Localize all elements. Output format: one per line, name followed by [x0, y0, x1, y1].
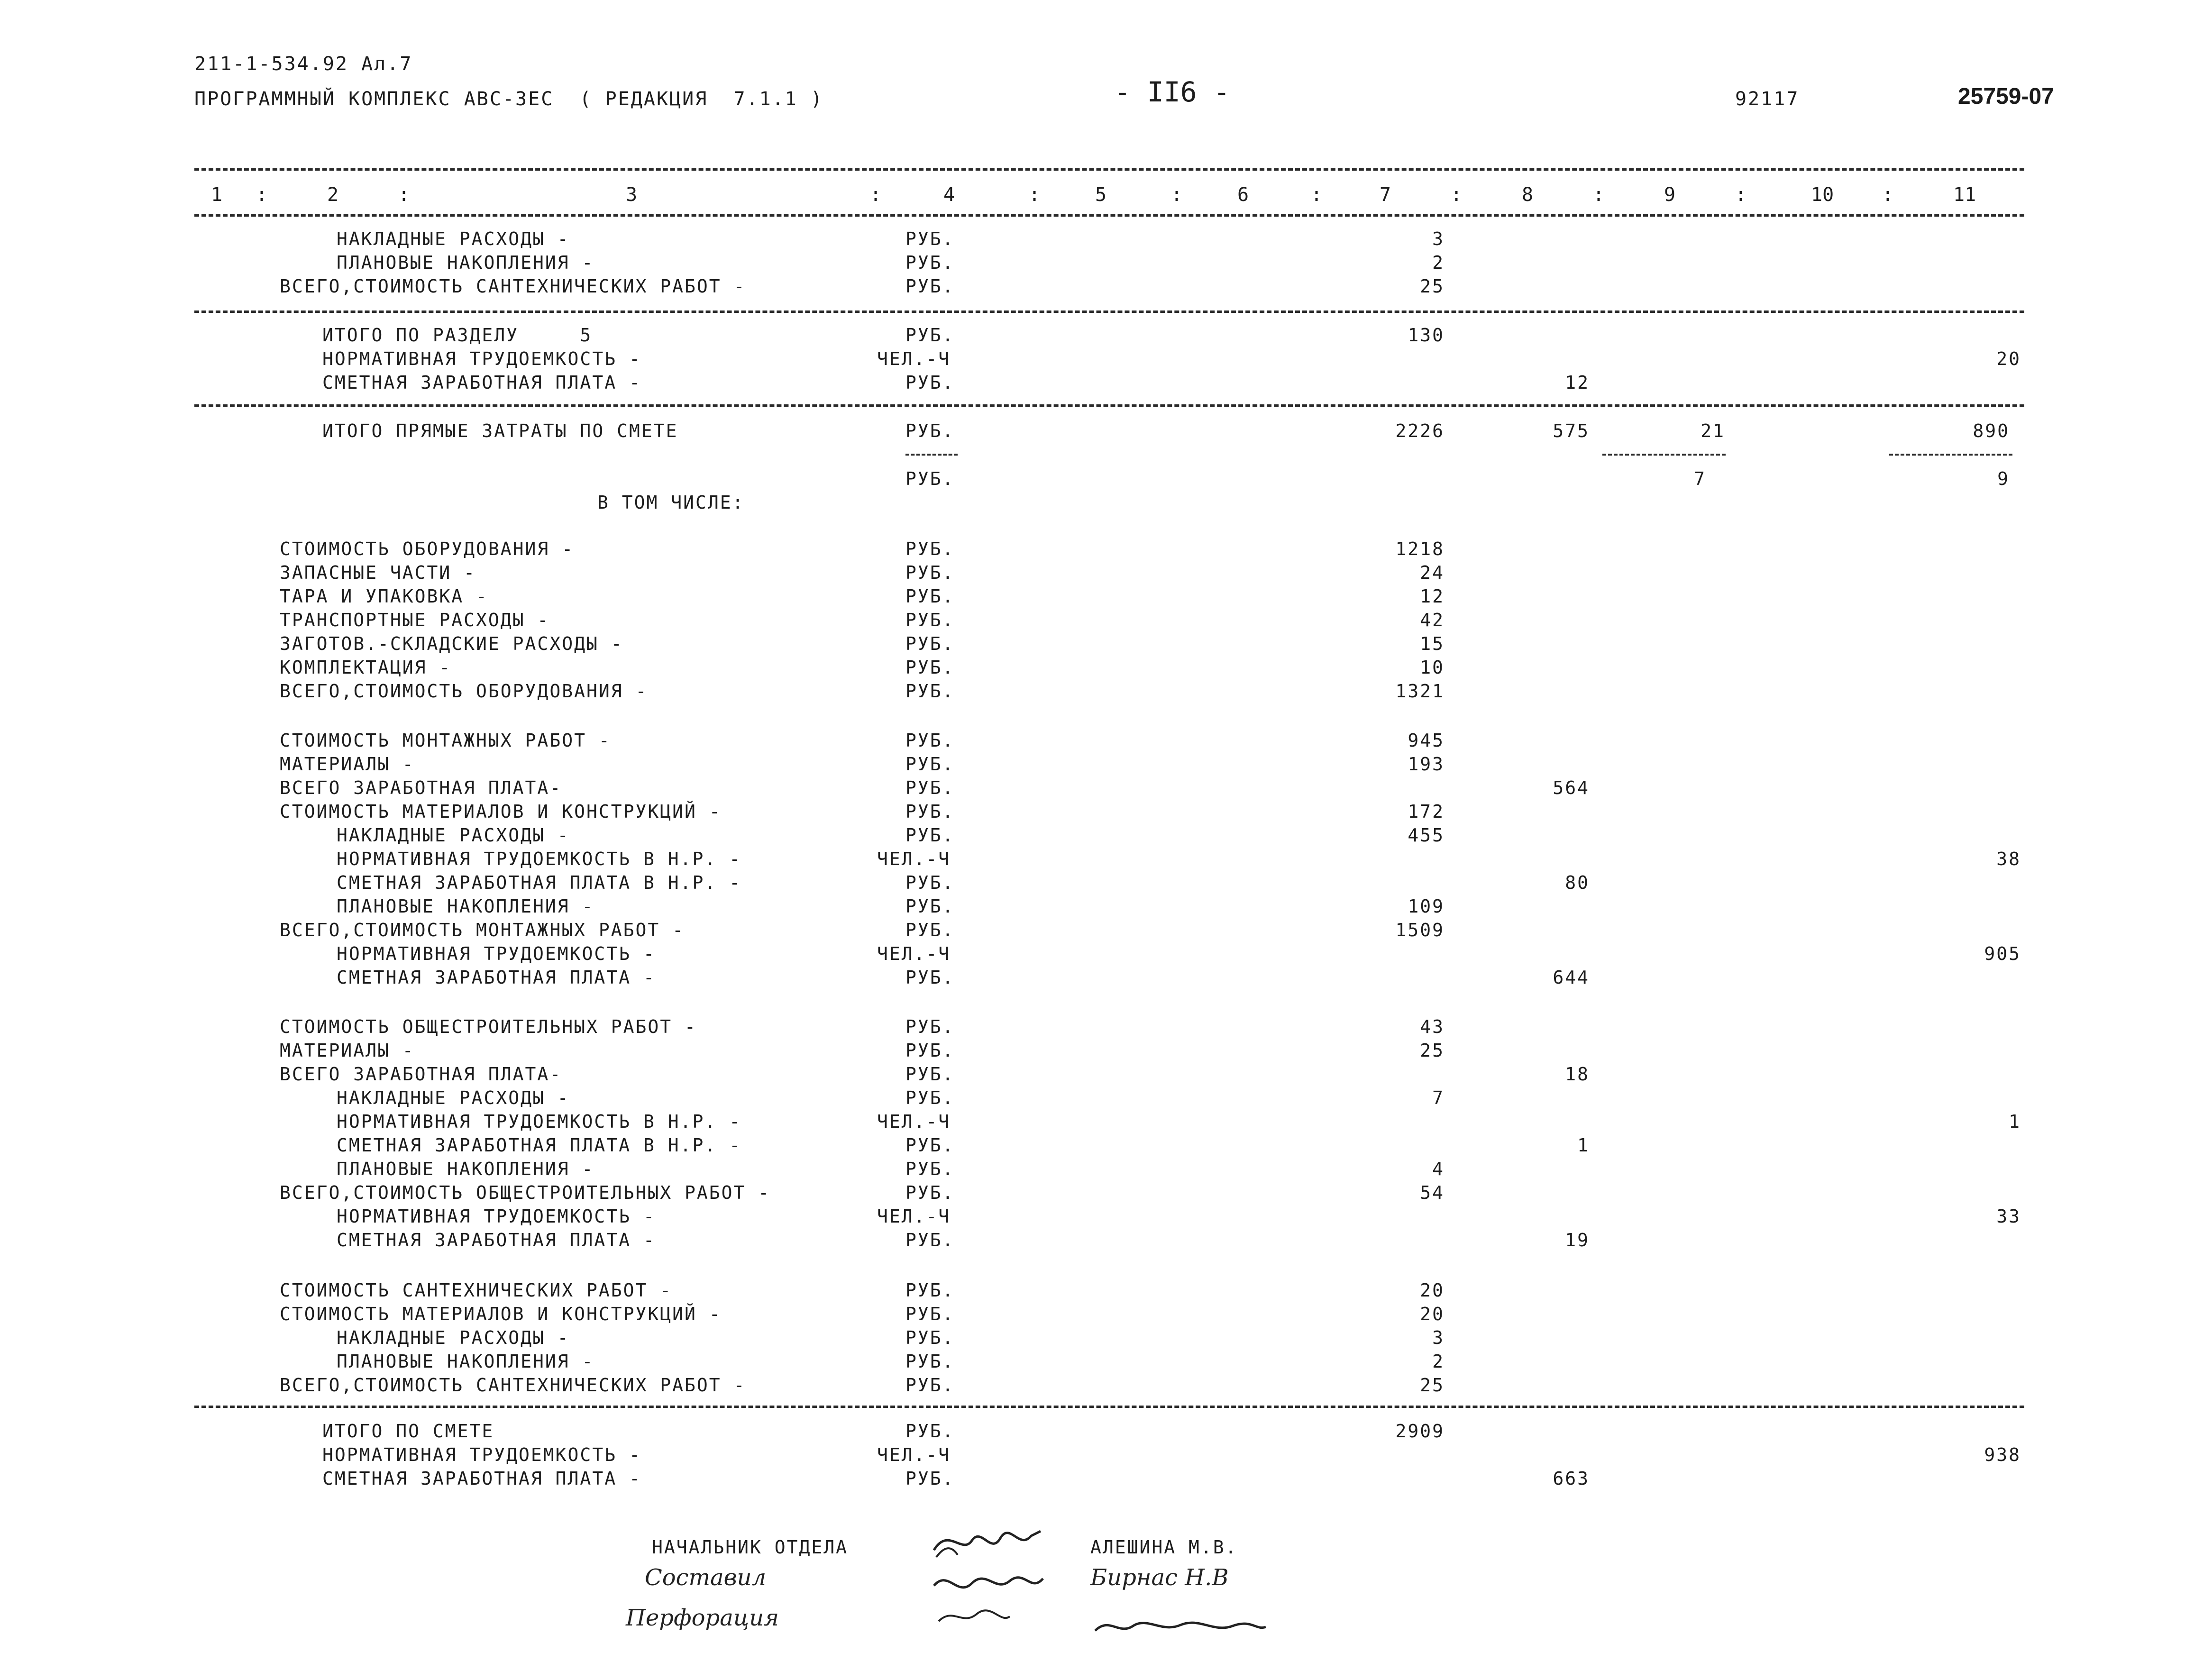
row-col11: 905 [1984, 943, 2021, 964]
row-name: СМЕТНАЯ ЗАРАБОТНАЯ ПЛАТА В Н.Р. - [337, 872, 741, 893]
row-name: СТОИМОСТЬ ОБОРУДОВАНИЯ - [280, 539, 575, 559]
row-col7: 54 [1420, 1182, 1444, 1203]
including-label: В ТОМ ЧИСЛЕ: [597, 492, 745, 513]
rule-unit [905, 454, 958, 456]
row-col7: 2226 [1395, 420, 1444, 441]
row-col8: 575 [1553, 420, 1590, 441]
row-name: СМЕТНАЯ ЗАРАБОТНАЯ ПЛАТА - [337, 967, 656, 988]
col-7: 7 [1380, 184, 1391, 206]
table-row [0, 1159, 2185, 1182]
row-unit: РУБ. [905, 872, 955, 893]
row-name: НОРМАТИВНАЯ ТРУДОЕМКОСТЬ - [337, 943, 656, 964]
row-col7: 455 [1408, 825, 1444, 846]
row-name: ЗАПАСНЫЕ ЧАСТИ - [280, 562, 476, 583]
row-name: СМЕТНАЯ ЗАРАБОТНАЯ ПЛАТА - [337, 1230, 656, 1251]
row-col8: 1 [1577, 1135, 1590, 1156]
row-name: СТОИМОСТЬ САНТЕХНИЧЕСКИХ РАБОТ - [280, 1280, 673, 1301]
row-name: СТОИМОСТЬ МАТЕРИАЛОВ И КОНСТРУКЦИЙ - [280, 1304, 722, 1324]
row-col7: 7 [1432, 1087, 1444, 1108]
doc-code: 211-1-534.92 Ал.7 [194, 53, 413, 75]
row-col7: 20 [1420, 1280, 1444, 1301]
row-name: НОРМАТИВНАЯ ТРУДОЕМКОСТЬ В Н.Р. - [337, 849, 741, 869]
row-col7: 193 [1408, 754, 1444, 775]
row-name: ВСЕГО,СТОИМОСТЬ МОНТАЖНЫХ РАБОТ - [280, 920, 685, 940]
row-unit: РУБ. [905, 633, 955, 654]
row-col7: 130 [1408, 325, 1444, 346]
row-name: ВСЕГО,СТОИМОСТЬ САНТЕХНИЧЕСКИХ РАБОТ - [280, 276, 746, 297]
handwritten-signature-2 [1090, 1612, 1271, 1640]
row-col8: 80 [1565, 872, 1590, 893]
table-row [0, 1327, 2185, 1351]
row-name: ИТОГО ПО РАЗДЕЛУ 5 [322, 325, 593, 346]
row-name: ТРАНСПОРТНЫЕ РАСХОДЫ - [280, 610, 550, 630]
row-unit: РУБ. [905, 468, 955, 489]
row-name: НАКЛАДНЫЕ РАСХОДЫ - [337, 1327, 570, 1348]
row-col7: 109 [1408, 896, 1444, 917]
row-unit: РУБ. [905, 896, 955, 917]
row-name: МАТЕРИАЛЫ - [280, 754, 415, 775]
doc-number: 25759-07 [1958, 84, 2054, 109]
table-row [0, 1280, 2185, 1304]
col-11: 11 [1953, 184, 1976, 206]
table-row [0, 777, 2185, 801]
table-row [0, 730, 2185, 754]
table-row [0, 1135, 2185, 1159]
row-col7: 43 [1420, 1016, 1444, 1037]
row-col7: 25 [1420, 1040, 1444, 1061]
row-unit: ЧЕЛ.-Ч [877, 1111, 951, 1132]
row-unit: РУБ. [905, 420, 955, 441]
row-col11: 20 [1996, 348, 2021, 369]
row-name: СТОИМОСТЬ МАТЕРИАЛОВ И КОНСТРУКЦИЙ - [280, 801, 722, 822]
row-name: ПЛАНОВЫЕ НАКОПЛЕНИЯ - [337, 252, 594, 273]
page-number: - II6 - [1114, 76, 1230, 108]
row-col7: 2 [1432, 252, 1444, 273]
row-unit: РУБ. [905, 681, 955, 702]
row-col7: 172 [1408, 801, 1444, 822]
table-row [0, 228, 2185, 252]
col-5: 5 [1095, 184, 1107, 206]
row-unit: РУБ. [905, 730, 955, 751]
row-unit: РУБ. [905, 825, 955, 846]
row-unit: РУБ. [905, 1230, 955, 1251]
table-row [0, 1064, 2185, 1087]
table-row [0, 1087, 2185, 1111]
table-row [0, 1182, 2185, 1206]
row-name: ПЛАНОВЫЕ НАКОПЛЕНИЯ - [337, 896, 594, 917]
row-name: СМЕТНАЯ ЗАРАБОТНАЯ ПЛАТА - [322, 372, 641, 393]
table-row [0, 1444, 2185, 1468]
row-unit: РУБ. [905, 252, 955, 273]
row-unit: РУБ. [905, 1016, 955, 1037]
rule-before-total [194, 1406, 2024, 1408]
col-8: 8 [1522, 184, 1534, 206]
row-col11: 1 [2009, 1111, 2021, 1132]
row-unit: ЧЕЛ.-Ч [877, 1444, 951, 1465]
row-col7: 4 [1432, 1159, 1444, 1179]
row-unit: РУБ. [905, 1375, 955, 1396]
row-unit: РУБ. [905, 1421, 955, 1442]
row-unit: ЧЕЛ.-Ч [877, 943, 951, 964]
rule-col11 [1889, 454, 2012, 456]
row-unit: РУБ. [905, 777, 955, 798]
table-row [0, 610, 2185, 633]
row-col7: 2909 [1395, 1421, 1444, 1442]
row-unit: ЧЕЛ.-Ч [877, 849, 951, 869]
row-col7: 2 [1432, 1351, 1444, 1372]
rule-col9 [1602, 454, 1726, 456]
row-unit: РУБ. [905, 372, 955, 393]
row-name: ПЛАНОВЫЕ НАКОПЛЕНИЯ - [337, 1351, 594, 1372]
row-unit: РУБ. [905, 586, 955, 607]
row-unit: РУБ. [905, 276, 955, 297]
row-name: ВСЕГО,СТОИМОСТЬ САНТЕХНИЧЕСКИХ РАБОТ - [280, 1375, 746, 1396]
row-col7: 42 [1420, 610, 1444, 630]
table-row [0, 872, 2185, 896]
table-row [0, 252, 2185, 276]
row-col7: 1321 [1395, 681, 1444, 702]
row-col11: 890 [1973, 420, 2010, 441]
row-col7: 20 [1420, 1304, 1444, 1324]
row-col8: 19 [1565, 1230, 1590, 1251]
row-name: НАКЛАДНЫЕ РАСХОДЫ - [337, 825, 570, 846]
row-col11: 33 [1996, 1206, 2021, 1227]
row-unit: РУБ. [905, 610, 955, 630]
row-name: ТАРА И УПАКОВКА - [280, 586, 488, 607]
row-name: МАТЕРИАЛЫ - [280, 1040, 415, 1061]
row-unit: РУБ. [905, 228, 955, 249]
col-9: 9 [1664, 184, 1676, 206]
row-unit: РУБ. [905, 657, 955, 678]
table-row [0, 801, 2185, 825]
row-name: ИТОГО ПРЯМЫЕ ЗАТРАТЫ ПО СМЕТЕ [322, 420, 678, 441]
row-name: НОРМАТИВНАЯ ТРУДОЕМКОСТЬ В Н.Р. - [337, 1111, 741, 1132]
table-row [0, 633, 2185, 657]
row-col7: 24 [1420, 562, 1444, 583]
row-name: КОМПЛЕКТАЦИЯ - [280, 657, 452, 678]
row-unit: РУБ. [905, 1159, 955, 1179]
table-row [0, 1304, 2185, 1327]
row-name: ИТОГО ПО СМЕТЕ [322, 1421, 494, 1442]
row-name: НОРМАТИВНАЯ ТРУДОЕМКОСТЬ - [322, 1444, 641, 1465]
col-1: 1 [211, 184, 223, 206]
row-unit: РУБ. [905, 1182, 955, 1203]
row-name: СМЕТНАЯ ЗАРАБОТНАЯ ПЛАТА - [322, 1468, 641, 1489]
code: 92117 [1735, 88, 1800, 110]
row-col11: 938 [1984, 1444, 2021, 1465]
col-4: 4 [943, 184, 955, 206]
row-unit: РУБ. [905, 1135, 955, 1156]
row-unit: РУБ. [905, 1087, 955, 1108]
row-col8: 564 [1553, 777, 1590, 798]
row-col9: 21 [1700, 420, 1725, 441]
row-unit: ЧЕЛ.-Ч [877, 1206, 951, 1227]
row-unit: РУБ. [905, 754, 955, 775]
row-unit: РУБ. [905, 1327, 955, 1348]
row-col7: 15 [1420, 633, 1444, 654]
row-unit: РУБ. [905, 920, 955, 940]
row-col9: 7 [1694, 468, 1706, 489]
table-row [0, 920, 2185, 943]
row-unit: РУБ. [905, 1280, 955, 1301]
row-unit: РУБ. [905, 1064, 955, 1085]
row-col7: 3 [1432, 228, 1444, 249]
table-row [0, 562, 2185, 586]
table-row [0, 849, 2185, 872]
table-row [0, 276, 2185, 300]
row-name: НАКЛАДНЫЕ РАСХОДЫ - [337, 1087, 570, 1108]
table-row [0, 754, 2185, 777]
table-row [0, 586, 2185, 610]
row-unit: РУБ. [905, 1351, 955, 1372]
row-col8: 663 [1553, 1468, 1590, 1489]
row-col7: 1218 [1395, 539, 1444, 559]
table-row [0, 1421, 2185, 1444]
col-2: 2 [327, 184, 339, 206]
table-row [0, 1375, 2185, 1398]
table-row-direct [0, 420, 2185, 444]
table-row [0, 1468, 2185, 1492]
row-name: ВСЕГО ЗАРАБОТНАЯ ПЛАТА- [280, 777, 562, 798]
row-unit: РУБ. [905, 801, 955, 822]
signature-role-perforation: Перфорация [626, 1605, 779, 1631]
table-row [0, 657, 2185, 681]
row-col7: 1509 [1395, 920, 1444, 940]
row-unit: РУБ. [905, 1468, 955, 1489]
signature-role-compiled: Составил [645, 1564, 767, 1591]
row-col11: 9 [1997, 468, 2010, 489]
header-rule-top [194, 168, 2024, 171]
row-name: ЗАГОТОВ.-СКЛАДСКИЕ РАСХОДЫ - [280, 633, 623, 654]
signature-name-head: АЛЕШИНА М.В. [1090, 1537, 1238, 1558]
row-unit: РУБ. [905, 1304, 955, 1324]
row-col7: 10 [1420, 657, 1444, 678]
handwritten-signature-1 [929, 1522, 1062, 1631]
row-unit: РУБ. [905, 325, 955, 346]
row-col7: 12 [1420, 586, 1444, 607]
table-row [0, 681, 2185, 704]
rule-after-block2 [194, 404, 2024, 407]
row-name: ВСЕГО ЗАРАБОТНАЯ ПЛАТА- [280, 1064, 562, 1085]
row-name: НОРМАТИВНАЯ ТРУДОЕМКОСТЬ - [322, 348, 641, 369]
row-unit: ЧЕЛ.-Ч [877, 348, 951, 369]
table-row [0, 943, 2185, 967]
table-row [0, 372, 2185, 396]
row-col7: 25 [1420, 1375, 1444, 1396]
table-row-direct-2 [0, 468, 2185, 492]
signature-name-compiled: Бирнас Н.В [1090, 1564, 1229, 1591]
row-col8: 12 [1565, 372, 1590, 393]
col-6: 6 [1237, 184, 1249, 206]
table-row [0, 1230, 2185, 1253]
table-row [0, 1040, 2185, 1064]
table-row [0, 1351, 2185, 1375]
row-name: ВСЕГО,СТОИМОСТЬ ОБЩЕСТРОИТЕЛЬНЫХ РАБОТ - [280, 1182, 771, 1203]
row-unit: РУБ. [905, 562, 955, 583]
table-row [0, 325, 2185, 348]
row-unit: РУБ. [905, 967, 955, 988]
row-name: НОРМАТИВНАЯ ТРУДОЕМКОСТЬ - [337, 1206, 656, 1227]
row-unit: РУБ. [905, 539, 955, 559]
row-col7: 25 [1420, 276, 1444, 297]
header-rule-bottom [194, 214, 2024, 217]
row-col11: 38 [1996, 849, 2021, 869]
table-row [0, 1206, 2185, 1230]
table-row [0, 825, 2185, 849]
table-row [0, 896, 2185, 920]
signature-role-head: НАЧАЛЬНИК ОТДЕЛА [652, 1537, 849, 1558]
row-col7: 3 [1432, 1327, 1444, 1348]
row-name: ПЛАНОВЫЕ НАКОПЛЕНИЯ - [337, 1159, 594, 1179]
table-row [0, 967, 2185, 991]
row-col7: 945 [1408, 730, 1444, 751]
table-row [0, 1111, 2185, 1135]
row-unit: РУБ. [905, 1040, 955, 1061]
row-name: СТОИМОСТЬ МОНТАЖНЫХ РАБОТ - [280, 730, 611, 751]
row-col8: 18 [1565, 1064, 1590, 1085]
row-name: СТОИМОСТЬ ОБЩЕСТРОИТЕЛЬНЫХ РАБОТ - [280, 1016, 697, 1037]
col-3: 3 [626, 184, 638, 206]
row-col8: 644 [1553, 967, 1590, 988]
table-row [0, 348, 2185, 372]
table-row [0, 1016, 2185, 1040]
col-10: 10 [1811, 184, 1834, 206]
row-name: СМЕТНАЯ ЗАРАБОТНАЯ ПЛАТА В Н.Р. - [337, 1135, 741, 1156]
program-title: ПРОГРАММНЫЙ КОМПЛЕКС АВС-3ЕС ( РЕДАКЦИЯ 7.1.1 ) [194, 88, 824, 110]
row-name: ВСЕГО,СТОИМОСТЬ ОБОРУДОВАНИЯ - [280, 681, 648, 702]
table-row [0, 539, 2185, 562]
row-name: НАКЛАДНЫЕ РАСХОДЫ - [337, 228, 570, 249]
rule-after-block1 [194, 310, 2024, 313]
